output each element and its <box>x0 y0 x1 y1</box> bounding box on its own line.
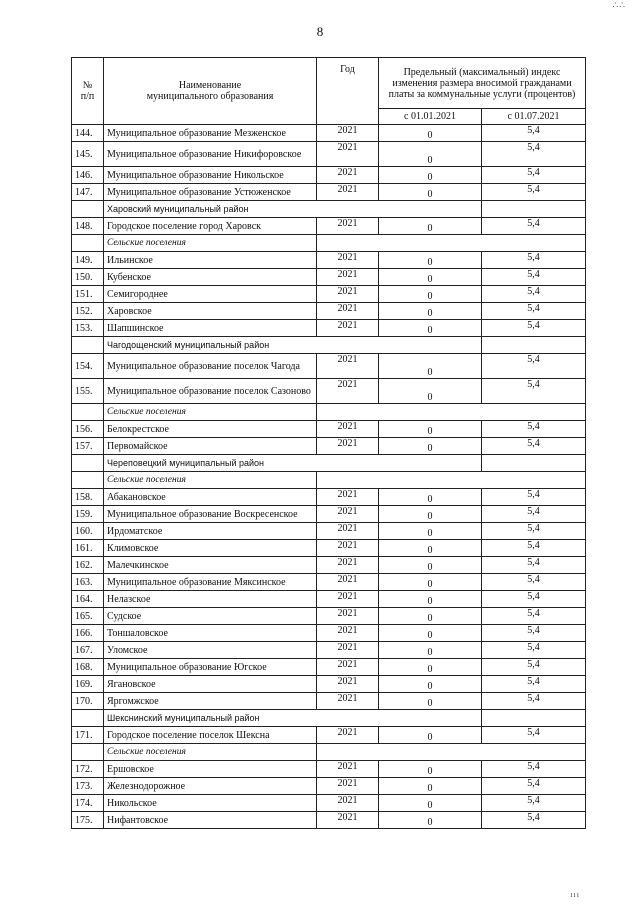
index-jan-cell: 0 <box>379 438 482 455</box>
footer-mark: ııı <box>570 890 580 899</box>
index-jan-cell: 0 <box>379 693 482 710</box>
municipality-name: Железнодорожное <box>104 778 317 795</box>
row-number: 164. <box>72 591 104 608</box>
index-jul-cell: 5,4 <box>482 727 586 744</box>
index-jan-cell: 0 <box>379 540 482 557</box>
subsection-spacer <box>72 404 104 421</box>
subsection-title: Сельские поселения <box>104 235 317 252</box>
district-title: Череповецкий муниципальный район <box>104 455 482 472</box>
table-row <box>72 421 586 438</box>
index-jan-cell: 0 <box>379 659 482 676</box>
section-spacer <box>72 710 104 727</box>
index-jul-cell: 5,4 <box>482 252 586 269</box>
municipality-name: Тоншаловское <box>104 625 317 642</box>
table-row <box>72 489 586 506</box>
row-number: 150. <box>72 269 104 286</box>
index-jan-cell: 0 <box>379 506 482 523</box>
index-jan-cell: 0 <box>379 523 482 540</box>
district-section-row <box>72 455 586 472</box>
index-jan-cell: 0 <box>379 489 482 506</box>
index-jul-cell: 5,4 <box>482 506 586 523</box>
table-row <box>72 167 586 184</box>
municipality-name: Первомайское <box>104 438 317 455</box>
index-jul-cell: 5,4 <box>482 557 586 574</box>
year-cell: 2021 <box>317 693 379 710</box>
table-row <box>72 303 586 320</box>
municipality-name: Абакановское <box>104 489 317 506</box>
section-spacer <box>72 201 104 218</box>
municipality-name: Муниципальное образование Мяксинское <box>104 574 317 591</box>
year-cell: 2021 <box>317 421 379 438</box>
year-cell: 2021 <box>317 557 379 574</box>
year-cell: 2021 <box>317 438 379 455</box>
year-cell: 2021 <box>317 523 379 540</box>
municipality-name: Муниципальное образование Никольское <box>104 167 317 184</box>
tariff-index-table <box>71 57 586 829</box>
year-cell: 2021 <box>317 489 379 506</box>
table-row <box>72 642 586 659</box>
table-row <box>72 252 586 269</box>
subsection-spacer <box>317 744 586 761</box>
table-row <box>72 659 586 676</box>
header-index: Предельный (максимальный) индекс изменения размера вносимой гражданами платы за коммунальные услуги (процентов) <box>379 58 586 109</box>
table-row <box>72 625 586 642</box>
subsection-spacer <box>72 744 104 761</box>
municipality-name: Муниципальное образование Устюженское <box>104 184 317 201</box>
index-jan-cell: 0 <box>379 142 482 167</box>
row-number: 154. <box>72 354 104 379</box>
row-number: 165. <box>72 608 104 625</box>
index-jan-cell: 0 <box>379 812 482 829</box>
index-jul-cell: 5,4 <box>482 303 586 320</box>
year-cell: 2021 <box>317 795 379 812</box>
table-row <box>72 438 586 455</box>
subsection-spacer <box>317 235 586 252</box>
index-jul-cell: 5,4 <box>482 659 586 676</box>
year-cell: 2021 <box>317 591 379 608</box>
table-row <box>72 676 586 693</box>
header-name: Наименование муниципального образования <box>104 58 317 125</box>
table-row <box>72 379 586 404</box>
index-jan-cell: 0 <box>379 795 482 812</box>
municipality-name: Городское поселение поселок Шексна <box>104 727 317 744</box>
subsection-row <box>72 472 586 489</box>
year-cell: 2021 <box>317 269 379 286</box>
row-number: 160. <box>72 523 104 540</box>
index-jul-cell: 5,4 <box>482 320 586 337</box>
table-row <box>72 269 586 286</box>
row-number: 163. <box>72 574 104 591</box>
index-jan-cell: 0 <box>379 421 482 438</box>
section-spacer <box>482 455 586 472</box>
index-jan-cell: 0 <box>379 591 482 608</box>
year-cell: 2021 <box>317 812 379 829</box>
table-row <box>72 812 586 829</box>
table-row <box>72 354 586 379</box>
index-jan-cell: 0 <box>379 676 482 693</box>
municipality-name: Ильинское <box>104 252 317 269</box>
index-jul-cell: 5,4 <box>482 591 586 608</box>
row-number: 169. <box>72 676 104 693</box>
year-cell: 2021 <box>317 642 379 659</box>
municipality-name: Кубенское <box>104 269 317 286</box>
row-number: 158. <box>72 489 104 506</box>
index-jul-cell: 5,4 <box>482 125 586 142</box>
table-row <box>72 778 586 795</box>
year-cell: 2021 <box>317 625 379 642</box>
index-jan-cell: 0 <box>379 218 482 235</box>
index-jul-cell: 5,4 <box>482 540 586 557</box>
index-jul-cell: 5,4 <box>482 642 586 659</box>
municipality-name: Ягановское <box>104 676 317 693</box>
header-year: Год <box>317 58 379 125</box>
page-number: 8 <box>316 24 324 39</box>
subsection-spacer <box>72 472 104 489</box>
index-jul-cell: 5,4 <box>482 354 586 379</box>
municipality-name: Муниципальное образование Воскресенское <box>104 506 317 523</box>
header-date2: с 01.07.2021 <box>482 109 586 125</box>
row-number: 166. <box>72 625 104 642</box>
municipality-name: Городское поселение город Харовск <box>104 218 317 235</box>
subsection-row <box>72 404 586 421</box>
year-cell: 2021 <box>317 761 379 778</box>
index-jan-cell: 0 <box>379 557 482 574</box>
row-number: 155. <box>72 379 104 404</box>
table-row <box>72 761 586 778</box>
index-jul-cell: 5,4 <box>482 269 586 286</box>
row-number: 146. <box>72 167 104 184</box>
year-cell: 2021 <box>317 676 379 693</box>
municipality-name: Ирдоматское <box>104 523 317 540</box>
table-row <box>72 286 586 303</box>
row-number: 156. <box>72 421 104 438</box>
index-jan-cell: 0 <box>379 761 482 778</box>
municipality-name: Климовское <box>104 540 317 557</box>
district-title: Чагодощенский муниципальный район <box>104 337 482 354</box>
index-jul-cell: 5,4 <box>482 286 586 303</box>
row-number: 147. <box>72 184 104 201</box>
row-number: 174. <box>72 795 104 812</box>
row-number: 144. <box>72 125 104 142</box>
year-cell: 2021 <box>317 354 379 379</box>
index-jan-cell: 0 <box>379 625 482 642</box>
index-jul-cell: 5,4 <box>482 625 586 642</box>
district-section-row <box>72 201 586 218</box>
index-jan-cell: 0 <box>379 778 482 795</box>
index-jul-cell: 5,4 <box>482 218 586 235</box>
year-cell: 2021 <box>317 286 379 303</box>
year-cell: 2021 <box>317 608 379 625</box>
municipality-name: Белокрестское <box>104 421 317 438</box>
index-jul-cell: 5,4 <box>482 438 586 455</box>
row-number: 157. <box>72 438 104 455</box>
table-row <box>72 557 586 574</box>
year-cell: 2021 <box>317 659 379 676</box>
subsection-row <box>72 235 586 252</box>
year-cell: 2021 <box>317 252 379 269</box>
index-jul-cell: 5,4 <box>482 379 586 404</box>
year-cell: 2021 <box>317 184 379 201</box>
index-jul-cell: 5,4 <box>482 167 586 184</box>
municipality-name: Уломское <box>104 642 317 659</box>
section-spacer <box>72 455 104 472</box>
index-jul-cell: 5,4 <box>482 812 586 829</box>
row-number: 172. <box>72 761 104 778</box>
row-number: 170. <box>72 693 104 710</box>
section-spacer <box>482 201 586 218</box>
district-title: Харовский муниципальный район <box>104 201 482 218</box>
district-section-row <box>72 337 586 354</box>
index-jul-cell: 5,4 <box>482 608 586 625</box>
subsection-title: Сельские поселения <box>104 404 317 421</box>
row-number: 173. <box>72 778 104 795</box>
row-number: 168. <box>72 659 104 676</box>
index-jul-cell: 5,4 <box>482 795 586 812</box>
subsection-title: Сельские поселения <box>104 744 317 761</box>
municipality-name: Семигороднее <box>104 286 317 303</box>
year-cell: 2021 <box>317 167 379 184</box>
index-jan-cell: 0 <box>379 184 482 201</box>
section-spacer <box>72 337 104 354</box>
year-cell: 2021 <box>317 727 379 744</box>
table-row <box>72 218 586 235</box>
year-cell: 2021 <box>317 125 379 142</box>
index-jul-cell: 5,4 <box>482 761 586 778</box>
index-jan-cell: 0 <box>379 125 482 142</box>
row-number: 149. <box>72 252 104 269</box>
table-row <box>72 320 586 337</box>
subsection-row <box>72 744 586 761</box>
row-number: 145. <box>72 142 104 167</box>
year-cell: 2021 <box>317 303 379 320</box>
table-row <box>72 142 586 167</box>
table-row <box>72 693 586 710</box>
municipality-name: Муниципальное образование поселок Сазоново <box>104 379 317 404</box>
index-jul-cell: 5,4 <box>482 142 586 167</box>
subsection-spacer <box>317 472 586 489</box>
municipality-name: Шапшинское <box>104 320 317 337</box>
row-number: 167. <box>72 642 104 659</box>
index-jan-cell: 0 <box>379 354 482 379</box>
year-cell: 2021 <box>317 778 379 795</box>
year-cell: 2021 <box>317 218 379 235</box>
index-jan-cell: 0 <box>379 727 482 744</box>
year-cell: 2021 <box>317 320 379 337</box>
municipality-name: Нелазское <box>104 591 317 608</box>
table-row <box>72 608 586 625</box>
municipality-name: Судское <box>104 608 317 625</box>
municipality-name: Муниципальное образование поселок Чагода <box>104 354 317 379</box>
district-section-row <box>72 710 586 727</box>
subsection-spacer <box>72 235 104 252</box>
row-number: 152. <box>72 303 104 320</box>
table-row <box>72 506 586 523</box>
index-jan-cell: 0 <box>379 379 482 404</box>
year-cell: 2021 <box>317 142 379 167</box>
header-num: № п/п <box>72 58 104 125</box>
municipality-name: Муниципальное образование Никифоровское <box>104 142 317 167</box>
index-jan-cell: 0 <box>379 574 482 591</box>
table-row <box>72 125 586 142</box>
subsection-spacer <box>317 404 586 421</box>
table-row <box>72 591 586 608</box>
subsection-title: Сельские поселения <box>104 472 317 489</box>
municipality-name: Яргомжское <box>104 693 317 710</box>
table-row <box>72 523 586 540</box>
index-jan-cell: 0 <box>379 608 482 625</box>
row-number: 148. <box>72 218 104 235</box>
index-jul-cell: 5,4 <box>482 184 586 201</box>
municipality-name: Харовское <box>104 303 317 320</box>
index-jan-cell: 0 <box>379 286 482 303</box>
municipality-name: Никольское <box>104 795 317 812</box>
table-row <box>72 795 586 812</box>
district-title: Шекснинский муниципальный район <box>104 710 482 727</box>
index-jan-cell: 0 <box>379 167 482 184</box>
municipality-name: Ершовское <box>104 761 317 778</box>
table-row <box>72 540 586 557</box>
row-number: 175. <box>72 812 104 829</box>
table-row <box>72 184 586 201</box>
municipality-name: Малечкинское <box>104 557 317 574</box>
index-jan-cell: 0 <box>379 252 482 269</box>
table-body <box>72 125 586 829</box>
row-number: 161. <box>72 540 104 557</box>
municipality-name: Муниципальное образование Югское <box>104 659 317 676</box>
index-jul-cell: 5,4 <box>482 574 586 591</box>
section-spacer <box>482 710 586 727</box>
index-jul-cell: 5,4 <box>482 778 586 795</box>
row-number: 153. <box>72 320 104 337</box>
section-spacer <box>482 337 586 354</box>
index-jul-cell: 5,4 <box>482 421 586 438</box>
index-jan-cell: 0 <box>379 269 482 286</box>
municipality-name: Нифантовское <box>104 812 317 829</box>
index-jan-cell: 0 <box>379 320 482 337</box>
index-jan-cell: 0 <box>379 303 482 320</box>
index-jul-cell: 5,4 <box>482 676 586 693</box>
table-row <box>72 574 586 591</box>
index-jan-cell: 0 <box>379 642 482 659</box>
row-number: 151. <box>72 286 104 303</box>
row-number: 171. <box>72 727 104 744</box>
municipality-name: Муниципальное образование Мезженское <box>104 125 317 142</box>
year-cell: 2021 <box>317 540 379 557</box>
row-number: 159. <box>72 506 104 523</box>
year-cell: 2021 <box>317 379 379 404</box>
index-jul-cell: 5,4 <box>482 489 586 506</box>
index-jul-cell: 5,4 <box>482 693 586 710</box>
corner-mark: ∴∴ <box>612 0 626 10</box>
table-row <box>72 727 586 744</box>
index-jul-cell: 5,4 <box>482 523 586 540</box>
row-number: 162. <box>72 557 104 574</box>
header-date1: с 01.01.2021 <box>379 109 482 125</box>
year-cell: 2021 <box>317 574 379 591</box>
year-cell: 2021 <box>317 506 379 523</box>
